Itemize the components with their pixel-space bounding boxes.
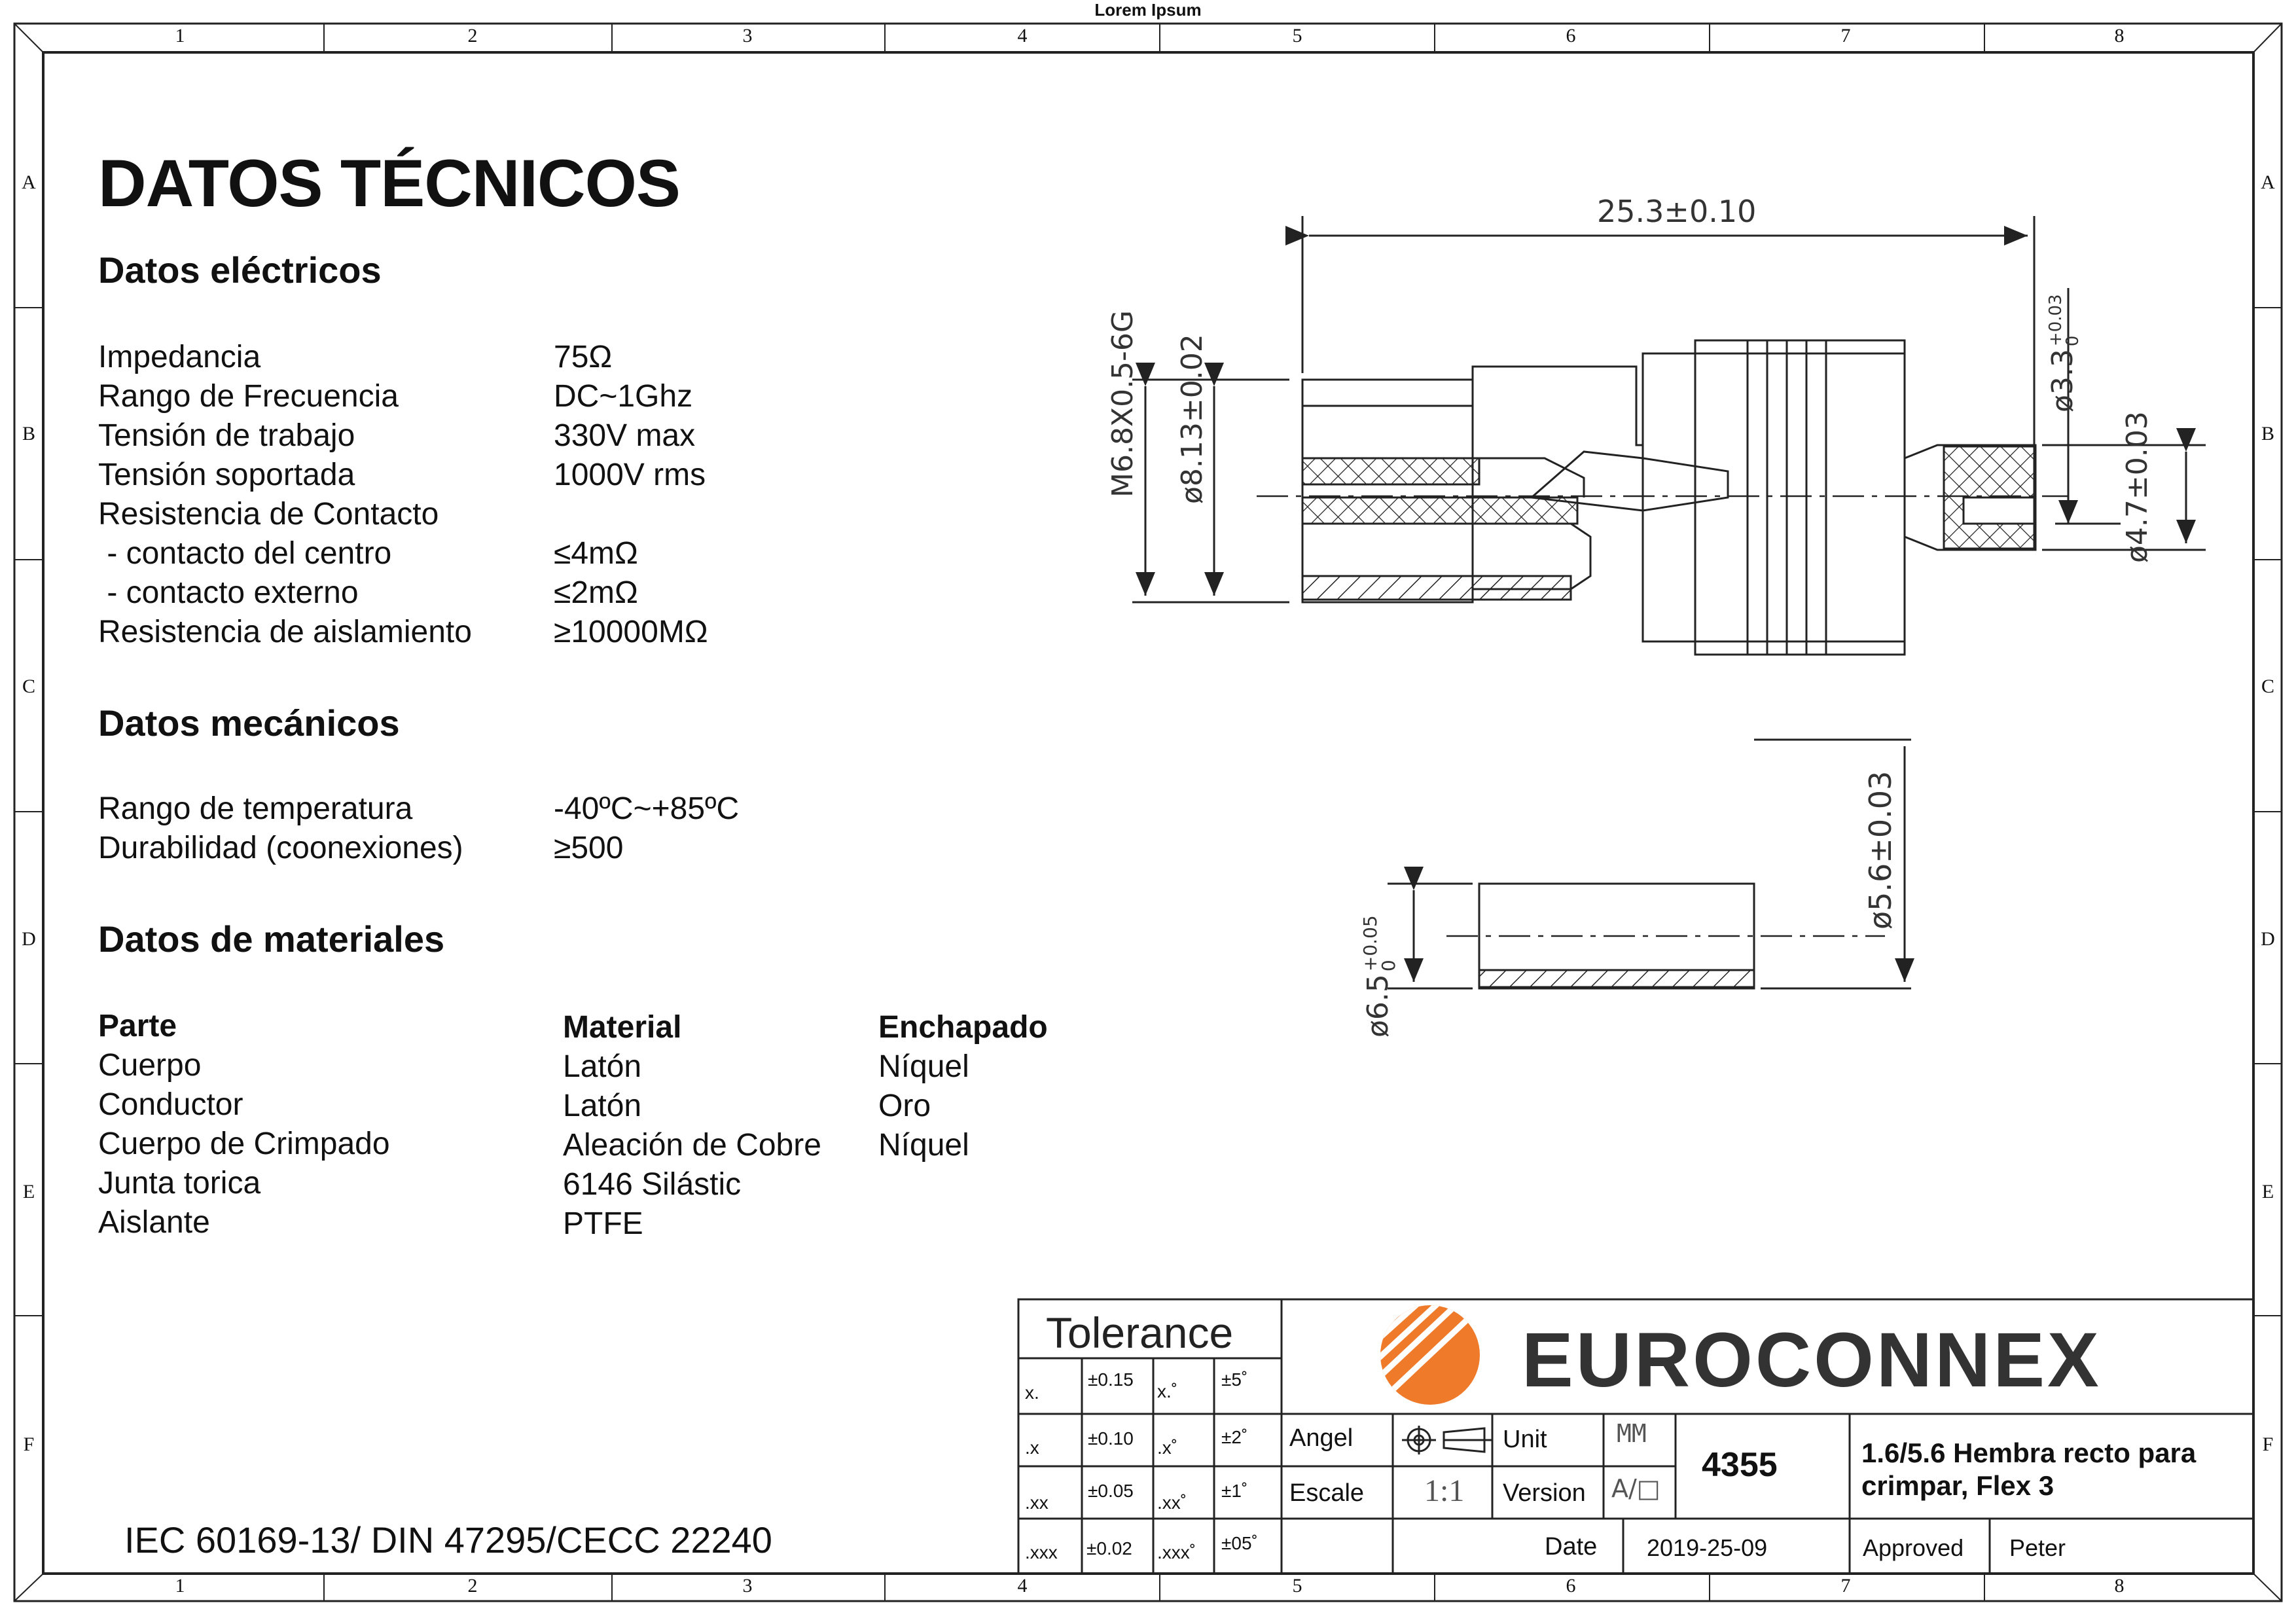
part-cell: Cuerpo de Crimpado: [98, 1127, 390, 1161]
zone-label-top: 6: [1566, 25, 1576, 46]
dim-ferrule-length: ø5.6±0.03: [1863, 770, 1898, 929]
part-cell: Cuerpo: [98, 1048, 202, 1083]
zone-label-left: F: [23, 1434, 35, 1455]
unit-label: Unit: [1503, 1426, 1547, 1453]
zone-label-top: 5: [1292, 25, 1302, 46]
unit-value: MM: [1617, 1419, 1647, 1448]
zone-label-right: D: [2261, 928, 2275, 950]
spec-label: Tensión de trabajo: [98, 418, 355, 453]
plating-cell: Níquel: [878, 1049, 969, 1084]
dim-body-diameter: ø8.13±0.02: [1175, 334, 1209, 504]
zone-label-bottom: 8: [2114, 1575, 2125, 1597]
part-cell: Junta torica: [98, 1166, 261, 1200]
zone-label-left: A: [22, 171, 36, 193]
tolerance-linear-value: ±0.02: [1086, 1538, 1132, 1559]
zone-label-left: B: [22, 423, 35, 444]
spec-label: Rango de Frecuencia: [98, 379, 399, 414]
spec-value: DC~1Ghz: [554, 379, 693, 414]
part-cell: Conductor: [98, 1087, 243, 1122]
approved-label: Approved: [1863, 1534, 1964, 1561]
escale-value: 1:1: [1424, 1473, 1465, 1508]
date-label: Date: [1545, 1533, 1598, 1561]
tolerance-angular-value: ±5˚: [1221, 1369, 1248, 1390]
zone-label-top: 7: [1840, 25, 1851, 46]
zone-label-bottom: 6: [1566, 1575, 1576, 1597]
spec-value: ≤4mΩ: [554, 536, 638, 571]
tolerance-linear-cell: .xx: [1025, 1492, 1049, 1513]
spec-label: Impedancia: [98, 340, 261, 374]
tolerance-linear-value: ±0.10: [1088, 1428, 1134, 1449]
spec-value: ≥500: [554, 831, 624, 865]
brand-name: EUROCONNEX: [1522, 1317, 2102, 1403]
dim-ferrule-tol-upper: +0.05: [1359, 915, 1381, 972]
zone-label-top: 8: [2114, 25, 2125, 46]
column-header: Enchapado: [878, 1010, 1048, 1045]
zone-label-right: C: [2261, 676, 2274, 697]
zone-label-top: 2: [467, 25, 478, 46]
version-label: Version: [1503, 1479, 1586, 1507]
tolerance-angular-cell: .x˚: [1157, 1437, 1178, 1458]
zone-label-top: 4: [1017, 25, 1028, 46]
material-cell: Aleación de Cobre: [563, 1128, 821, 1163]
zone-label-left: D: [22, 928, 36, 950]
tolerance-linear-cell: .x: [1025, 1437, 1039, 1458]
dim-pin-tol-upper: +0.03: [2046, 294, 2066, 347]
projection-symbol-icon: [1402, 1426, 1492, 1454]
material-cell: 6146 Silástic: [563, 1167, 742, 1202]
standards-reference: IEC 60169-13/ DIN 47295/CECC 22240: [124, 1519, 772, 1561]
euroconnex-logo-icon: [1374, 1303, 1486, 1407]
column-header: Material: [563, 1010, 682, 1045]
spec-label: Resistencia de Contacto: [98, 497, 439, 532]
tolerance-angular-cell: x.˚: [1157, 1381, 1178, 1401]
part-cell: Aislante: [98, 1205, 210, 1240]
tolerance-linear-cell: .xxx: [1025, 1542, 1058, 1562]
spec-value: -40ºC~+85ºC: [554, 791, 740, 826]
spec-label: Tensión soportada: [98, 458, 355, 492]
zone-label-bottom: 7: [1840, 1575, 1851, 1597]
zone-label-bottom: 3: [742, 1575, 753, 1597]
tolerance-angular-value: ±1˚: [1221, 1481, 1248, 1501]
description-line-2: crimpar, Flex 3: [1861, 1470, 2054, 1501]
spec-value: 75Ω: [554, 340, 613, 374]
spec-value: ≥10000MΩ: [554, 615, 708, 649]
escale-label: Escale: [1289, 1479, 1365, 1507]
zone-label-right: B: [2261, 423, 2274, 444]
dim-ferrule-value: ø6.5: [1361, 974, 1395, 1038]
zone-label-left: C: [22, 676, 35, 697]
version-value: A/□: [1611, 1474, 1660, 1503]
dim-pin-tol-lower: 0: [2063, 335, 2083, 347]
tolerance-linear-cell: x.: [1025, 1382, 1039, 1403]
material-cell: Latón: [563, 1049, 642, 1084]
electrical-section-title: Datos eléctricos: [98, 249, 382, 291]
spec-label: Rango de temperatura: [98, 791, 413, 826]
zone-label-bottom: 4: [1017, 1575, 1028, 1597]
tolerance-angular-value: ±2˚: [1221, 1427, 1248, 1447]
zone-label-bottom: 2: [467, 1575, 478, 1597]
spec-label: - contacto del centro: [98, 536, 392, 571]
material-cell: PTFE: [563, 1206, 643, 1241]
zone-label-bottom: 5: [1292, 1575, 1302, 1597]
angel-label: Angel: [1289, 1424, 1354, 1452]
tolerance-linear-value: ±0.15: [1088, 1369, 1134, 1390]
dim-crimp-diameter: ø4.7±0.03: [2121, 411, 2154, 563]
zone-label-bottom: 1: [175, 1575, 185, 1597]
dim-overall-length: 25.3±0.10: [1597, 194, 1757, 229]
column-header: Parte: [98, 1009, 177, 1043]
tolerance-angular-cell: .xx˚: [1157, 1492, 1187, 1513]
zone-label-left: E: [22, 1181, 35, 1202]
zone-label-top: 3: [742, 25, 753, 46]
tolerance-angular-value: ±05˚: [1221, 1533, 1258, 1553]
spec-value: ≤2mΩ: [554, 575, 638, 610]
date-value: 2019-25-09: [1647, 1534, 1768, 1561]
plating-cell: Níquel: [878, 1128, 969, 1163]
material-cell: Latón: [563, 1089, 642, 1123]
zone-label-right: E: [2261, 1181, 2274, 1202]
page-title: DATOS TÉCNICOS: [98, 146, 680, 221]
dim-ferrule-tol-lower: 0: [1378, 960, 1399, 972]
dim-thread: M6.8X0.5-6G: [1106, 310, 1139, 497]
sheet-top-title: Lorem Ipsum: [1094, 0, 1202, 20]
spec-value: 330V max: [554, 418, 696, 453]
tolerance-title: Tolerance: [1046, 1308, 1234, 1357]
tolerance-linear-value: ±0.05: [1088, 1481, 1134, 1501]
materials-section-title: Datos de materiales: [98, 918, 445, 960]
dim-pin-value: ø3.3: [2046, 349, 2079, 412]
spec-label: - contacto externo: [98, 575, 359, 610]
spec-value: 1000V rms: [554, 458, 706, 492]
spec-label: Durabilidad (coonexiones): [98, 831, 463, 865]
part-number: 4355: [1702, 1446, 1778, 1484]
plating-cell: Oro: [878, 1089, 931, 1123]
approved-value: Peter: [2009, 1534, 2066, 1561]
zone-label-right: A: [2261, 171, 2275, 193]
spec-label: Resistencia de aislamiento: [98, 615, 472, 649]
tolerance-angular-cell: .xxx˚: [1157, 1542, 1196, 1562]
description-line-1: 1.6/5.6 Hembra recto para: [1861, 1437, 2197, 1468]
mechanical-section-title: Datos mecánicos: [98, 702, 400, 744]
zone-label-right: F: [2262, 1434, 2274, 1455]
zone-label-top: 1: [175, 25, 185, 46]
